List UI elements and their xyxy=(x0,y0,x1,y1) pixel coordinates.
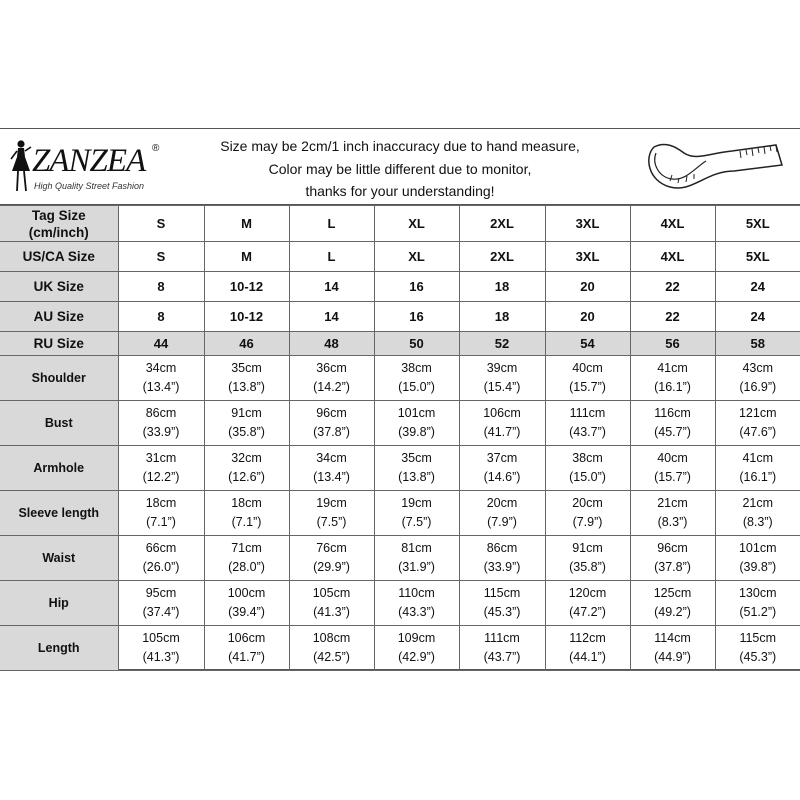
value-inch: (37.4”) xyxy=(142,605,180,619)
measurement-cell xyxy=(118,626,204,671)
row-label-uk-size: UK Size xyxy=(0,272,118,302)
measurement-cell xyxy=(545,356,630,401)
value-inch: (7.1”) xyxy=(231,515,262,529)
value-cm: 96cm xyxy=(316,406,347,420)
table-row xyxy=(0,536,800,581)
size-table xyxy=(0,205,800,671)
size-cell: M xyxy=(204,242,289,272)
value-inch: (15.7”) xyxy=(569,380,606,394)
value-cm: 110cm xyxy=(398,586,435,600)
measurement-cell xyxy=(715,626,800,671)
size-cell: 5XL xyxy=(715,242,800,272)
size-cell: 4XL xyxy=(630,242,715,272)
measurement-cell xyxy=(715,401,800,446)
value-cm: 40cm xyxy=(572,361,603,375)
value-inch: (45.7”) xyxy=(654,425,691,439)
value-inch: (16.1”) xyxy=(654,380,691,394)
measurement-cell xyxy=(289,446,374,491)
value-inch: (8.3”) xyxy=(657,515,688,529)
value-cm: 38cm xyxy=(572,451,603,465)
value-cm: 91cm xyxy=(572,541,603,555)
measurement-cell xyxy=(204,356,289,401)
value-inch: (13.8”) xyxy=(228,380,265,394)
value-cm: 106cm xyxy=(483,406,521,420)
size-cell: L xyxy=(289,206,374,242)
size-cell: 8 xyxy=(118,272,204,302)
value-inch: (15.0”) xyxy=(569,470,606,484)
measurement-cell xyxy=(374,401,459,446)
measurement-cell xyxy=(630,626,715,671)
measurement-cell xyxy=(204,446,289,491)
chart-header xyxy=(0,129,800,205)
table-row xyxy=(0,332,800,356)
measurement-cell xyxy=(630,356,715,401)
value-cm: 19cm xyxy=(316,496,347,510)
value-inch: (15.4”) xyxy=(483,380,521,394)
value-cm: 121cm xyxy=(738,406,777,420)
value-inch: (41.7”) xyxy=(483,425,521,439)
row-label-au-size: AU Size xyxy=(0,302,118,332)
size-cell: M xyxy=(204,206,289,242)
size-cell: 18 xyxy=(459,272,545,302)
value-inch: (33.9”) xyxy=(483,560,521,574)
value-inch: (47.2”) xyxy=(569,605,606,619)
size-cell: 24 xyxy=(715,302,800,332)
value-inch: (7.5”) xyxy=(316,515,347,529)
measurement-cell xyxy=(459,356,545,401)
value-cm: 116cm xyxy=(654,406,691,420)
value-cm: 115cm xyxy=(739,631,777,645)
size-cell: XL xyxy=(374,242,459,272)
value-inch: (13.4”) xyxy=(142,380,180,394)
value-cm: 101cm xyxy=(738,541,777,555)
size-cell: 54 xyxy=(545,332,630,356)
value-inch: (43.7”) xyxy=(483,650,521,664)
table-row xyxy=(0,626,800,671)
notice-line-1: Size may be 2cm/1 inch inaccuracy due to hand measure, xyxy=(220,138,580,154)
value-cm: 38cm xyxy=(401,361,432,375)
measurement-cell xyxy=(545,401,630,446)
measurement-cell xyxy=(459,401,545,446)
value-inch: (26.0”) xyxy=(142,560,180,574)
row-label-us-ca-size: US/CA Size xyxy=(0,242,118,272)
value-inch: (14.2”) xyxy=(313,380,350,394)
value-inch: (39.8”) xyxy=(398,425,435,439)
value-inch: (39.4”) xyxy=(228,605,265,619)
measurement-cell xyxy=(459,491,545,536)
measurement-cell xyxy=(204,581,289,626)
value-cm: 21cm xyxy=(657,496,688,510)
value-cm: 105cm xyxy=(312,586,351,600)
value-cm: 114cm xyxy=(654,631,691,645)
value-inch: (13.8”) xyxy=(398,470,435,484)
value-inch: (43.3”) xyxy=(398,605,435,619)
value-cm: 34cm xyxy=(316,451,347,465)
table-row xyxy=(0,206,800,242)
value-cm: 106cm xyxy=(227,631,266,645)
measurement-cell xyxy=(204,536,289,581)
value-inch: (45.3”) xyxy=(483,605,521,619)
row-label-tag-size: Tag Size (cm/inch) xyxy=(0,206,118,242)
size-cell: 3XL xyxy=(545,242,630,272)
size-cell: 5XL xyxy=(715,206,800,242)
value-cm: 81cm xyxy=(401,541,432,555)
value-inch: (45.3”) xyxy=(739,650,777,664)
value-cm: 37cm xyxy=(486,451,518,465)
size-cell: 10-12 xyxy=(204,272,289,302)
measurement-cell xyxy=(459,626,545,671)
measurement-cell xyxy=(630,401,715,446)
value-inch: (42.5”) xyxy=(313,650,350,664)
size-cell: XL xyxy=(374,206,459,242)
value-inch: (51.2”) xyxy=(739,605,777,619)
table-row xyxy=(0,446,800,491)
size-cell: 3XL xyxy=(545,206,630,242)
measurement-cell xyxy=(289,581,374,626)
value-inch: (31.9”) xyxy=(398,560,435,574)
value-cm: 41cm xyxy=(742,451,774,465)
measurement-cell xyxy=(630,581,715,626)
measurement-cell xyxy=(715,536,800,581)
value-cm: 120cm xyxy=(568,586,607,600)
value-inch: (13.4”) xyxy=(313,470,350,484)
value-cm: 32cm xyxy=(231,451,262,465)
measurement-rows xyxy=(0,356,800,671)
value-inch: (14.6”) xyxy=(483,470,521,484)
measurement-cell xyxy=(289,626,374,671)
value-cm: 86cm xyxy=(486,541,518,555)
table-row xyxy=(0,302,800,332)
measurement-cell xyxy=(545,626,630,671)
value-inch: (49.2”) xyxy=(654,605,691,619)
measurement-cell xyxy=(118,401,204,446)
size-cell: 24 xyxy=(715,272,800,302)
value-inch: (43.7”) xyxy=(569,425,606,439)
value-cm: 95cm xyxy=(145,586,177,600)
size-cell: 16 xyxy=(374,272,459,302)
value-cm: 86cm xyxy=(145,406,177,420)
value-cm: 34cm xyxy=(145,361,177,375)
measurement-cell xyxy=(545,581,630,626)
size-cell: L xyxy=(289,242,374,272)
size-cell: 2XL xyxy=(459,242,545,272)
measurement-cell xyxy=(715,491,800,536)
table-row xyxy=(0,401,800,446)
value-inch: (7.5”) xyxy=(401,515,432,529)
size-cell: 2XL xyxy=(459,206,545,242)
value-inch: (44.9”) xyxy=(654,650,691,664)
value-inch: (7.9”) xyxy=(572,515,603,529)
size-cell: 18 xyxy=(459,302,545,332)
size-cell: 44 xyxy=(118,332,204,356)
value-cm: 20cm xyxy=(486,496,518,510)
measurement-cell xyxy=(289,491,374,536)
measurement-cell xyxy=(118,491,204,536)
value-cm: 21cm xyxy=(742,496,774,510)
measurement-cell xyxy=(118,446,204,491)
measurement-cell xyxy=(289,401,374,446)
row-label-sleeve-length: Sleeve length xyxy=(0,491,118,536)
value-cm: 71cm xyxy=(231,541,262,555)
value-cm: 18cm xyxy=(231,496,262,510)
measurement-cell xyxy=(630,536,715,581)
value-cm: 41cm xyxy=(657,361,688,375)
measurement-cell xyxy=(715,581,800,626)
value-cm: 130cm xyxy=(738,586,777,600)
value-inch: (12.6”) xyxy=(228,470,265,484)
size-cell: 4XL xyxy=(630,206,715,242)
value-inch: (29.9”) xyxy=(313,560,350,574)
value-cm: 112cm xyxy=(569,631,606,645)
value-cm: 35cm xyxy=(231,361,262,375)
value-cm: 109cm xyxy=(397,631,436,645)
row-label-length: Length xyxy=(0,626,118,671)
size-cell: 46 xyxy=(204,332,289,356)
row-label-ru-size: RU Size xyxy=(0,332,118,356)
value-cm: 96cm xyxy=(657,541,688,555)
value-cm: 20cm xyxy=(572,496,603,510)
value-cm: 108cm xyxy=(312,631,351,645)
value-inch: (35.8”) xyxy=(228,425,265,439)
measurement-cell xyxy=(715,446,800,491)
value-cm: 125cm xyxy=(653,586,692,600)
value-inch: (37.8”) xyxy=(654,560,691,574)
size-cell: 22 xyxy=(630,272,715,302)
measurement-cell xyxy=(118,536,204,581)
size-cell: S xyxy=(118,206,204,242)
notice-line-2: Color may be little different due to monitor, xyxy=(268,160,532,177)
measurement-cell xyxy=(204,401,289,446)
measurement-cell xyxy=(289,356,374,401)
size-cell: 52 xyxy=(459,332,545,356)
size-cell: 8 xyxy=(118,302,204,332)
measurement-cell xyxy=(204,626,289,671)
value-cm: 66cm xyxy=(145,541,177,555)
size-cell: 48 xyxy=(289,332,374,356)
row-label-waist: Waist xyxy=(0,536,118,581)
value-cm: 111cm xyxy=(569,406,606,420)
measurement-cell xyxy=(545,536,630,581)
value-inch: (33.9”) xyxy=(142,425,180,439)
value-cm: 111cm xyxy=(484,631,520,645)
row-label-bust: Bust xyxy=(0,401,118,446)
measurement-cell xyxy=(459,536,545,581)
measurement-cell xyxy=(459,581,545,626)
size-cell: 56 xyxy=(630,332,715,356)
measurement-cell xyxy=(374,356,459,401)
value-inch: (42.9”) xyxy=(398,650,435,664)
value-inch: (35.8”) xyxy=(569,560,606,574)
notice-line-3: thanks for your understanding! xyxy=(305,183,495,199)
measurement-cell xyxy=(545,491,630,536)
value-cm: 105cm xyxy=(142,631,180,645)
value-inch: (7.1”) xyxy=(146,515,176,529)
value-inch: (15.0”) xyxy=(398,380,435,394)
value-cm: 19cm xyxy=(401,496,432,510)
value-inch: (12.2”) xyxy=(142,470,180,484)
row-label-shoulder: Shoulder xyxy=(0,356,118,401)
value-inch: (37.8”) xyxy=(313,425,350,439)
value-cm: 35cm xyxy=(401,451,432,465)
value-inch: (47.6”) xyxy=(739,425,777,439)
measurement-cell xyxy=(204,491,289,536)
measurement-cell xyxy=(545,446,630,491)
brand-tagline: High Quality Street Fashion xyxy=(34,181,145,191)
measuring-tape-icon xyxy=(636,131,786,203)
measurement-cell xyxy=(459,446,545,491)
value-cm: 36cm xyxy=(316,361,347,375)
value-inch: (41.3”) xyxy=(313,605,350,619)
row-label-hip: Hip xyxy=(0,581,118,626)
value-cm: 43cm xyxy=(742,361,774,375)
value-inch: (8.3”) xyxy=(742,515,773,529)
size-cell: 50 xyxy=(374,332,459,356)
measurement-cell xyxy=(374,446,459,491)
brand-logo xyxy=(6,137,176,197)
measurement-cell xyxy=(374,536,459,581)
size-cell: 16 xyxy=(374,302,459,332)
table-row xyxy=(0,356,800,401)
measurement-cell xyxy=(289,536,374,581)
measurement-cell xyxy=(118,356,204,401)
brand-name: ZANZEA xyxy=(32,143,146,179)
size-cell: 22 xyxy=(630,302,715,332)
measurement-cell xyxy=(715,356,800,401)
value-cm: 91cm xyxy=(231,406,262,420)
value-cm: 40cm xyxy=(657,451,688,465)
value-cm: 100cm xyxy=(227,586,266,600)
size-cell: S xyxy=(118,242,204,272)
table-row xyxy=(0,242,800,272)
size-cell: 10-12 xyxy=(204,302,289,332)
value-inch: (16.1”) xyxy=(739,470,777,484)
value-inch: (41.3”) xyxy=(142,650,180,664)
measurement-cell xyxy=(118,581,204,626)
value-cm: 39cm xyxy=(486,361,518,375)
value-inch: (7.9”) xyxy=(487,515,517,529)
size-chart xyxy=(0,128,800,670)
value-inch: (16.9”) xyxy=(739,380,777,394)
row-label-armhole: Armhole xyxy=(0,446,118,491)
size-cell: 20 xyxy=(545,272,630,302)
value-inch: (28.0”) xyxy=(228,560,265,574)
table-row xyxy=(0,272,800,302)
value-cm: 115cm xyxy=(483,586,521,600)
size-cell: 58 xyxy=(715,332,800,356)
value-inch: (39.8”) xyxy=(739,560,777,574)
value-inch: (41.7”) xyxy=(228,650,265,664)
table-row xyxy=(0,491,800,536)
fashion-figure-icon xyxy=(8,139,34,193)
value-cm: 101cm xyxy=(397,406,436,420)
measurement-cell xyxy=(630,446,715,491)
value-inch: (44.1”) xyxy=(569,650,606,664)
value-inch: (15.7”) xyxy=(654,470,691,484)
size-cell: 20 xyxy=(545,302,630,332)
value-cm: 31cm xyxy=(145,451,177,465)
size-cell: 14 xyxy=(289,302,374,332)
measurement-cell xyxy=(374,581,459,626)
measurement-notice xyxy=(175,135,625,203)
registered-mark: ® xyxy=(152,143,160,154)
table-row xyxy=(0,581,800,626)
measurement-cell xyxy=(374,626,459,671)
size-cell: 14 xyxy=(289,272,374,302)
value-cm: 18cm xyxy=(145,496,177,510)
measurement-cell xyxy=(374,491,459,536)
value-cm: 76cm xyxy=(316,541,347,555)
measurement-cell xyxy=(630,491,715,536)
